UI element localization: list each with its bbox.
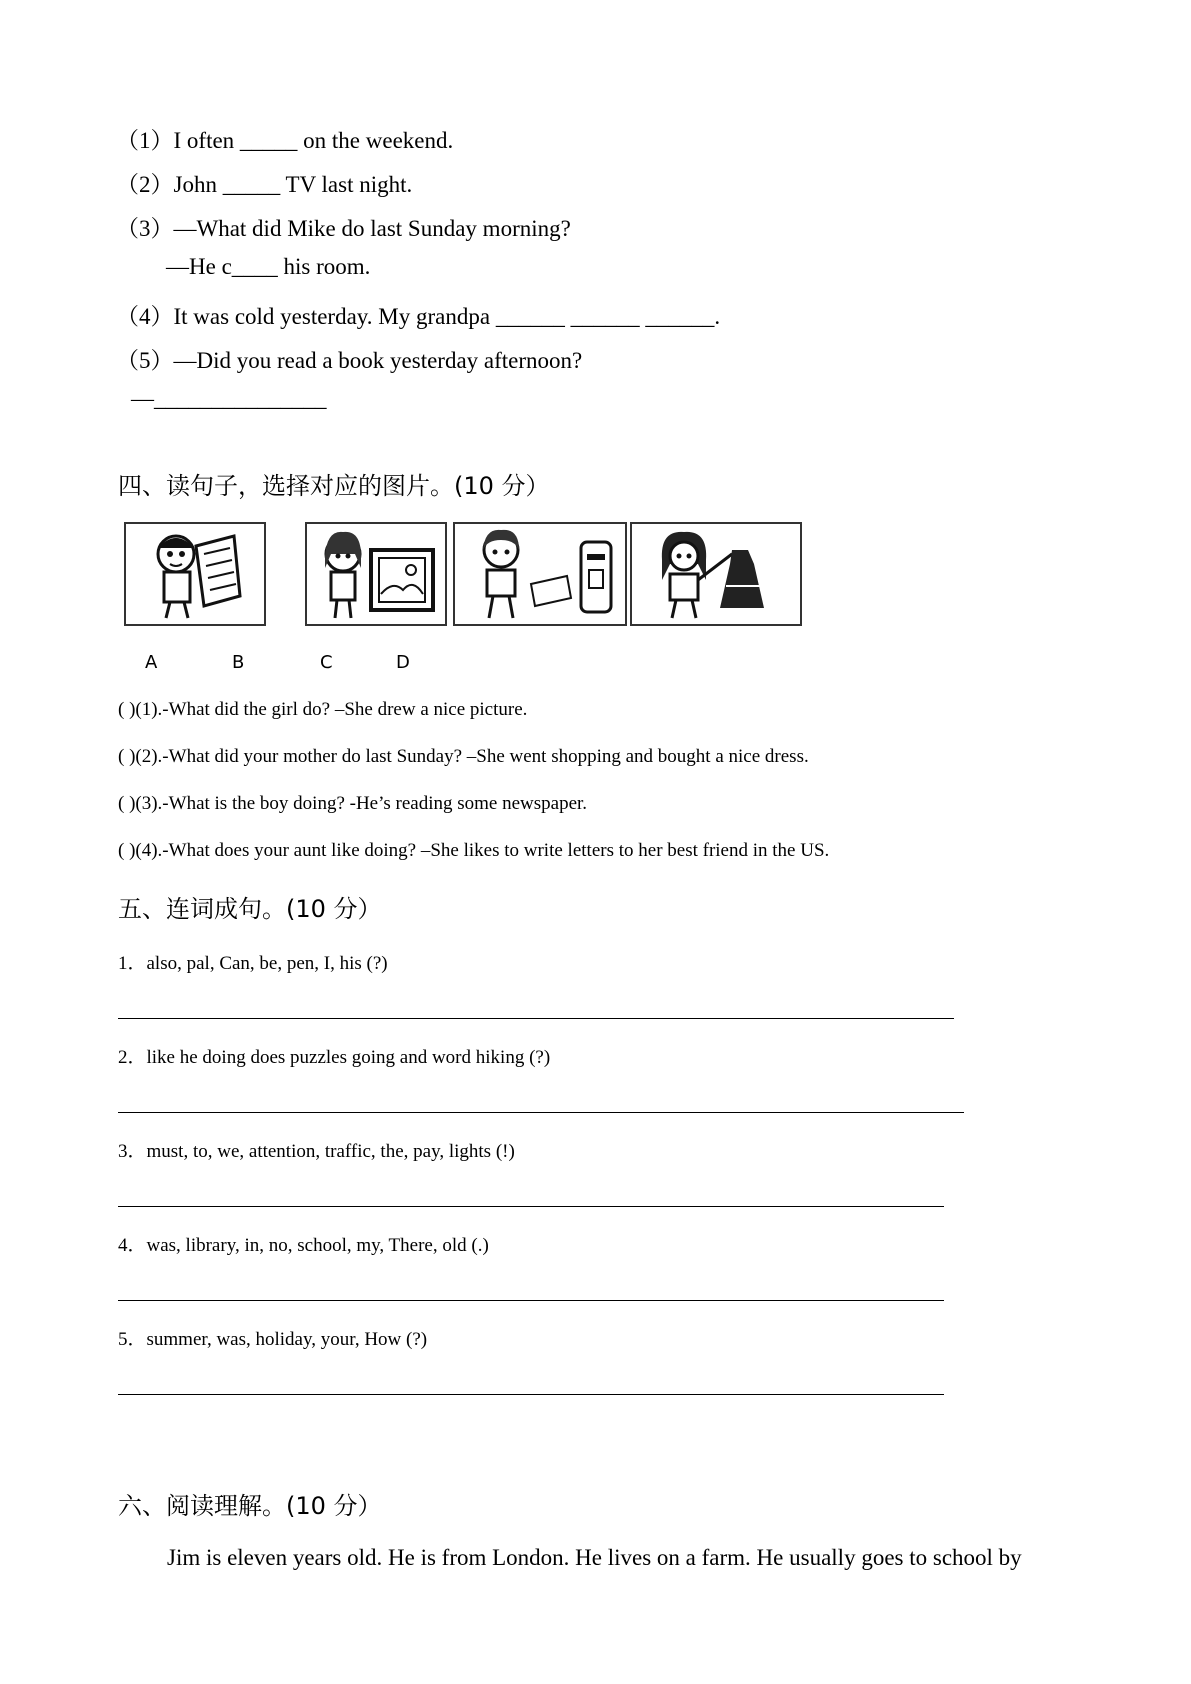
picture-label-b: B (232, 652, 245, 673)
picture-c-woman-letter-icon (453, 522, 627, 626)
picture-label-d: D (396, 652, 410, 673)
picture-label-c: C (320, 652, 333, 673)
answer-line-1[interactable] (118, 1018, 954, 1019)
section-4-title: 四、读句子，选择对应的图片。(10 分） (118, 472, 550, 500)
section-4-question-4: ( )(4).-What does your aunt like doing? –She likes to write letters to her best friend in the US. (118, 840, 830, 861)
picture-a-boy-newspaper-icon (124, 522, 266, 626)
section-6-title: 六、阅读理解。(10 分） (118, 1492, 382, 1520)
fill-item-2: （2）John _____ TV last night. (116, 172, 413, 197)
picture-d-woman-dress-icon (630, 522, 802, 626)
section-4-question-1: ( )(1).-What did the girl do? –She drew a nice picture. (118, 699, 528, 720)
fill-item-5-answer: —_______________ (131, 386, 327, 411)
section-4-question-3: ( )(3).-What is the boy doing? -He’s reading some newspaper. (118, 793, 588, 814)
answer-line-4[interactable] (118, 1300, 944, 1301)
fill-item-5-question: （5）—Did you read a book yesterday afternoon? (116, 348, 583, 373)
fill-item-3-answer: —He c____ his room. (166, 254, 371, 279)
answer-line-5[interactable] (118, 1394, 944, 1395)
picture-b-girl-drawing-icon (305, 522, 447, 626)
picture-label-a: A (145, 652, 158, 673)
section-5-item-2: 2．like he doing does puzzles going and word hiking (?) (118, 1047, 551, 1068)
section-5-title: 五、连词成句。(10 分） (118, 895, 382, 923)
fill-item-4: （4）It was cold yesterday. My grandpa ______ ______ ______. (116, 304, 721, 329)
section-5-item-4: 4．was, library, in, no, school, my, There, old (.) (118, 1235, 489, 1256)
section-5-item-5: 5．summer, was, holiday, your, How (?) (118, 1329, 428, 1350)
answer-line-2[interactable] (118, 1112, 964, 1113)
answer-line-3[interactable] (118, 1206, 944, 1207)
section-5-item-1: 1．also, pal, Can, be, pen, I, his (?) (118, 953, 388, 974)
fill-item-1: （1）I often _____ on the weekend. (116, 128, 454, 153)
fill-item-3-question: （3）—What did Mike do last Sunday morning? (116, 216, 571, 241)
section-5-item-3: 3．must, to, we, attention, traffic, the, pay, lights (!) (118, 1141, 515, 1162)
reading-paragraph: Jim is eleven years old. He is from London. He lives on a farm. He usually goes to school by (167, 1545, 1022, 1570)
section-4-question-2: ( )(2).-What did your mother do last Sunday? –She went shopping and bought a nice dress. (118, 746, 809, 767)
